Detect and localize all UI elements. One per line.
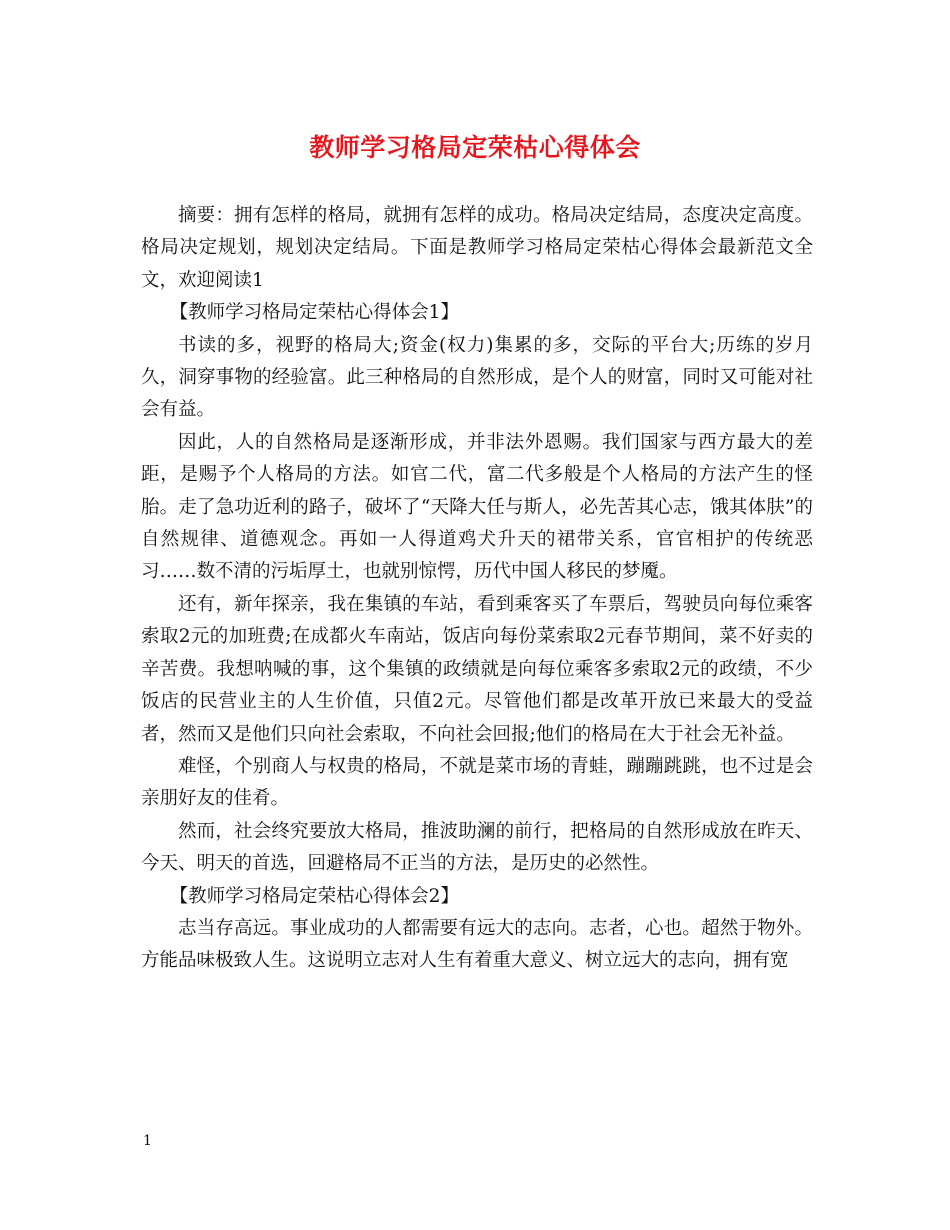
body-paragraph: 因此，人的自然格局是逐渐形成，并非法外恩赐。我们国家与西方最大的差距，是赐予个人格局的方法。如官二代，富二代多般是个人格局的方法产生的怪胎。走了急功近利的路子，破坏了“天降大任与斯人，必先苦其心志，饿其体肤”的自然规律、道德观念。再如一人得道鸡犬升天的裙带关系，官官相护的传统恶习……数不清的污垢厚土，也就别惊愕，历代中国人移民的梦魇。 xyxy=(141,431,813,583)
document-body xyxy=(141,200,813,978)
page-number: 1 xyxy=(143,1133,152,1149)
body-paragraph: 书读的多，视野的格局大;资金(权力)集累的多，交际的平台大;历练的岁月久，洞穿事物的经验富。此三种格局的自然形成，是个人的财富，同时又可能对社会有益。 xyxy=(141,334,813,421)
body-paragraph: 难怪，个别商人与权贵的格局，不就是菜市场的青蛙，蹦蹦跳跳，也不过是会亲朋好友的佳肴。 xyxy=(141,755,813,810)
abstract-paragraph: 摘要：拥有怎样的格局，就拥有怎样的成功。格局决定结局，态度决定高度。格局决定规划，规划决定结局。下面是教师学习格局定荣枯心得体会最新范文全文，欢迎阅读1 xyxy=(141,205,813,291)
body-paragraph: 还有，新年探亲，我在集镇的车站，看到乘客买了车票后，驾驶员向每位乘客索取2元的加班费;在成都火车南站，饭店向每份菜索取2元春节期间，菜不好卖的辛苦费。我想呐喊的事，这个集镇的政绩就是向每位乘客多索取2元的政绩，不少饭店的民营业主的人生价值，只值2元。尽管他们都是改革开放已来最大的受益者，然而又是他们只向社会索取，不向社会回报;他们的格局在大于社会无补益。 xyxy=(141,593,813,745)
section-heading-1: 【教师学习格局定荣枯心得体会1】 xyxy=(169,302,459,324)
section-heading-2: 【教师学习格局定荣枯心得体会2】 xyxy=(169,885,459,907)
body-paragraph: 然而，社会终究要放大格局，推波助澜的前行，把格局的自然形成放在昨天、今天、明天的首选，回避格局不正当的方法，是历史的必然性。 xyxy=(141,820,813,875)
body-paragraph: 志当存高远。事业成功的人都需要有远大的志向。志者，心也。超然于物外。方能品味极致人生。这说明立志对人生有着重大意义、树立远大的志向，拥有宽 xyxy=(141,917,813,972)
document-title: 教师学习格局定荣枯心得体会 xyxy=(309,133,641,162)
